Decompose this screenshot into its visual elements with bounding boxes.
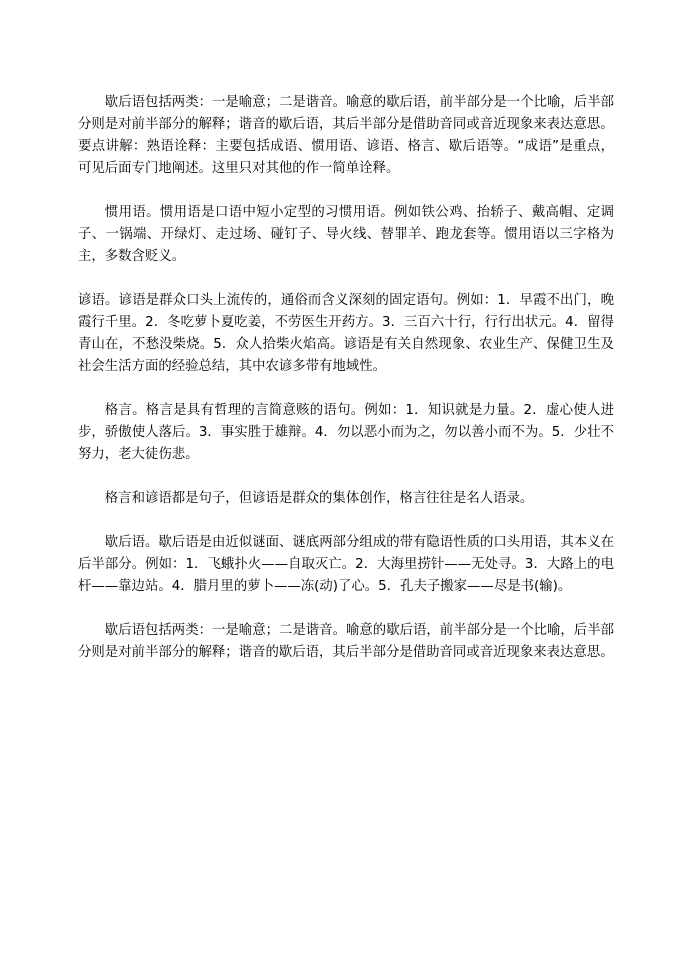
paragraph-xiehouyu-types-repeat: 歇后语包括两类：一是喻意；二是谐音。喻意的歇后语，前半部分是一个比喻，后半部分则是对前半部分的解释；谐音的歇后语，其后半部分是借助音同或音近现象来表达意思。 (78, 623, 614, 660)
document-page (78, 92, 614, 664)
paragraph-key-points: 要点讲解：熟语诠释：主要包括成语、惯用语、谚语、格言、歇后语等。“成语”是重点，可见后面专门地阐述。这里只对其他的作一简单诠释。 (78, 139, 614, 176)
paragraph-yanyu: 谚语。谚语是群众口头上流传的，通俗而含义深刻的固定语句。例如：1．早霞不出门，晚霞行千里。2．冬吃萝卜夏吃姜，不劳医生开药方。3．三百六十行，行行出状元。4．留得青山在，不愁没柴烧。5．众人拾柴火焰高。谚语是有关自然现象、农业生产、保健卫生及社会生活方面的经验总结，其中农谚多带有地域性。 (78, 293, 614, 374)
paragraph-geyan: 格言。格言是具有哲理的言简意赅的语句。例如：1．知识就是力量。2．虚心使人进步，骄傲使人落后。3．事实胜于雄辩。4．勿以恶小而为之，勿以善小而不为。5．少壮不努力，老大徒伤悲。 (78, 403, 614, 462)
paragraph-xiehouyu: 歇后语。歇后语是由近似谜面、谜底两部分组成的带有隐语性质的口头用语，其本义在后半部分。例如：1．飞蛾扑火——自取灭亡。2．大海里捞针——无处寻。3．大路上的电杆——靠边站。4．腊月里的萝卜——冻(动)了心。5．孔夫子搬家——尽是书(输)。 (78, 535, 614, 594)
paragraph-geyan-vs-yanyu: 格言和谚语都是句子，但谚语是群众的集体创作，格言往往是名人语录。 (104, 491, 534, 506)
paragraph-xiehouyu-types: 歇后语包括两类：一是喻意；二是谐音。喻意的歇后语，前半部分是一个比喻，后半部分则是对前半部分的解释；谐音的歇后语，其后半部分是借助音同或音近现象来表达意思。 (78, 95, 614, 132)
paragraph-guanyongyu: 惯用语。惯用语是口语中短小定型的习惯用语。例如铁公鸡、抬轿子、戴高帽、定调子、一锅端、开绿灯、走过场、碰钉子、导火线、替罪羊、跑龙套等。惯用语以三字格为主，多数含贬义。 (78, 205, 614, 264)
